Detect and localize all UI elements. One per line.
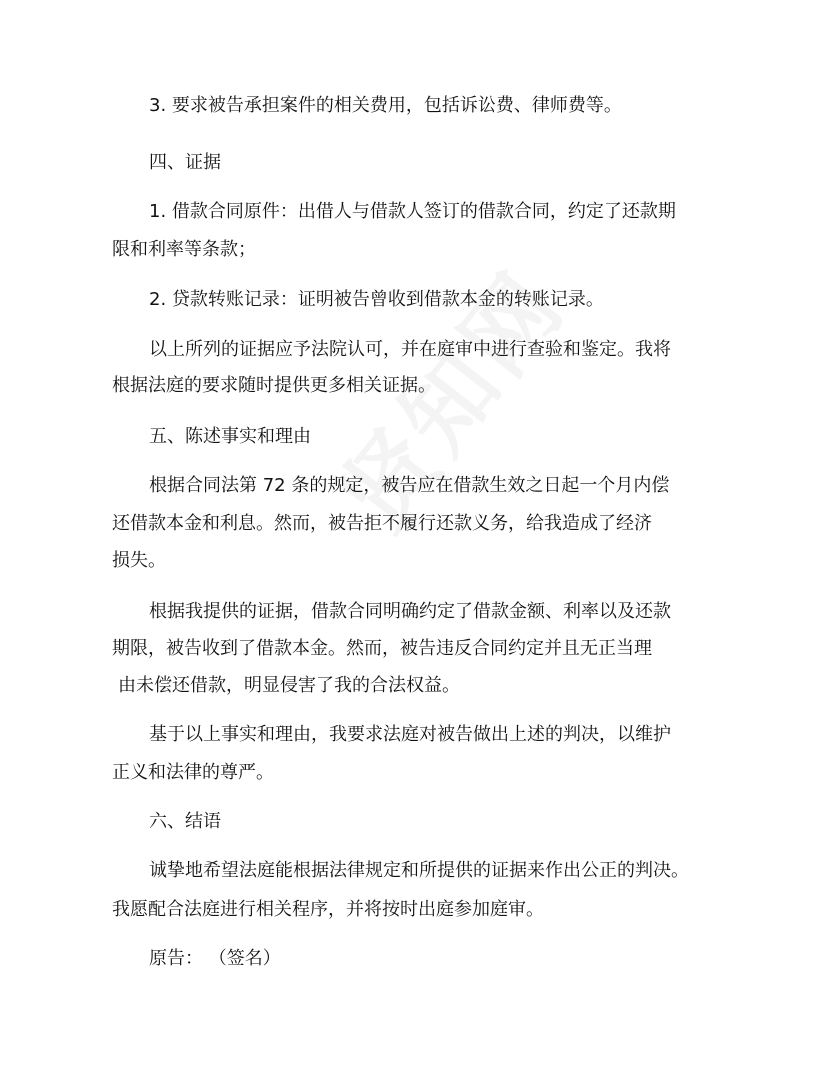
conclusion-line-2: 我愿配合法庭进行相关程序，并将按时出庭参加庭审。 <box>112 899 544 920</box>
section-heading-evidence: 四、证据 <box>149 152 221 173</box>
facts-paragraph-1-line-1: 根据合同法第 72 条的规定，被告应在借款生效之日起一个月内偿 <box>149 475 670 496</box>
facts-paragraph-1-line-3: 损失。 <box>112 550 166 571</box>
claim-item-3: 3. 要求被告承担案件的相关费用，包括诉讼费、律师费等。 <box>149 95 622 116</box>
facts-paragraph-2-line-3: 由未偿还借款，明显侵害了我的合法权益。 <box>118 675 460 696</box>
facts-paragraph-1-line-2: 还借款本金和利息。然而，被告拒不履行还款义务，给我造成了经济 <box>112 513 652 534</box>
evidence-note-line-2: 根据法庭的要求随时提供更多相关证据。 <box>112 375 436 396</box>
section-heading-conclusion: 六、结语 <box>149 811 221 832</box>
evidence-item-2: 2. 贷款转账记录：证明被告曾收到借款本金的转账记录。 <box>149 289 604 310</box>
facts-paragraph-3-line-1: 基于以上事实和理由，我要求法庭对被告做出上述的判决，以维护 <box>149 724 671 745</box>
evidence-item-1-line-2: 限和利率等条款； <box>112 239 256 260</box>
facts-paragraph-3-line-2: 正义和法律的尊严。 <box>112 762 274 783</box>
evidence-item-1-line-1: 1. 借款合同原件：出借人与借款人签订的借款合同，约定了还款期 <box>149 201 676 222</box>
evidence-note-line-1: 以上所列的证据应予法院认可，并在庭审中进行查验和鉴定。我将 <box>149 339 671 360</box>
facts-paragraph-2-line-2: 期限，被告收到了借款本金。然而，被告违反合同约定并且无正当理 <box>112 638 652 659</box>
conclusion-line-1: 诚挚地希望法庭能根据法律规定和所提供的证据来作出公正的判决。 <box>149 860 689 881</box>
facts-paragraph-2-line-1: 根据我提供的证据，借款合同明确约定了借款金额、利率以及还款 <box>149 601 671 622</box>
plaintiff-signature: 原告： （签名） <box>149 948 281 969</box>
section-heading-facts: 五、陈述事实和理由 <box>149 426 311 447</box>
